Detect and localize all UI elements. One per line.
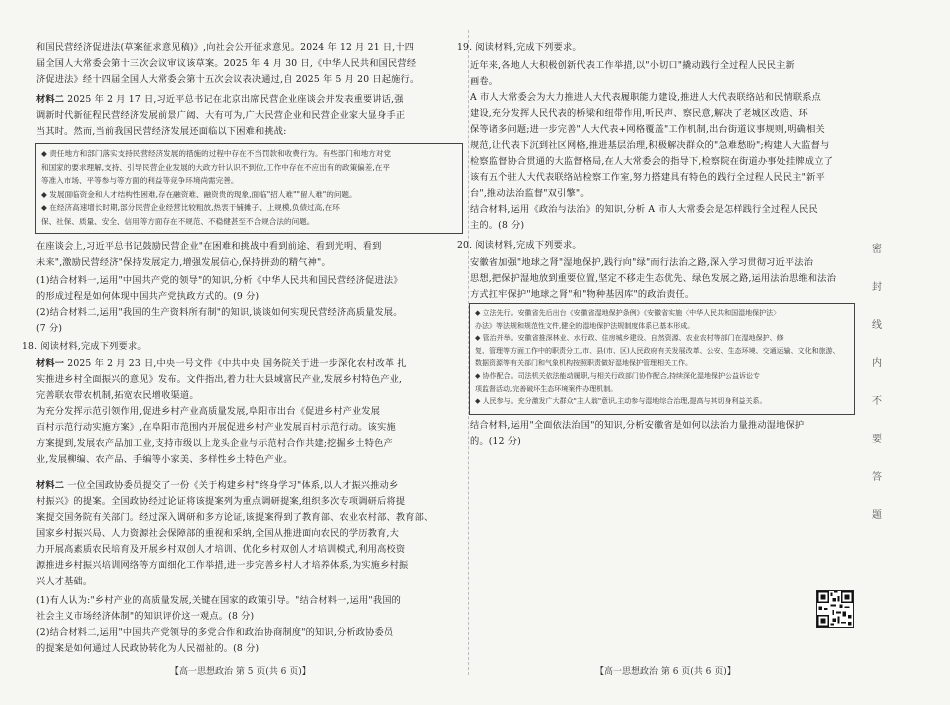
wetland-box: ◆ 立法先行。安徽省先后出台《安徽省湿地保护条例》《安徽省实施〈中华人民共和国湿地保护法〉 办法》等法规和规范性文件,健全的湿地保护法规制度体系已基本形成。 ◆ 管治并举。安徽省推深林业、水行政、住房城乡建设、自然资源、农业农村等部门在湿地保护、修 复、管理等方面工作中的职责分工,市、县(市、区)人民政府有关发展改革、公安、生态环境、交通运输、文化和旅游、 数据资源等有关部门和气象机构按照职责做好湿地保护管理相关工作。 ◆ 协作配合。司法机关依法能动履职,与相关行政部门协作配合,持续深化湿地保护公益诉讼专 项监督活动,完善破坏生态环境案件办理机制。 ◆ 人民参与。充分激发广大群众"主人翁"意识,主动参与湿地综合治理,提高与其切身利益关系。 (469, 303, 855, 415)
page-5-footer: 【高一思想政治 第 5 页(共 6 页)】 (170, 667, 311, 677)
material-2-label: 材料二 (36, 94, 65, 105)
intro-text: 和国民营经济促进法(草案征求意见稿)》,向社会公开征求意见。2024 年 12 月 21 日,十四 届全国人大常委会第十三次会议审议该草案。2025 年 4 月 30 日,《中华人民共和国民营经 济促进法》经十四届全国人大常委会第十五次会议表决通过,自 2025 年 5 月 20 日起施行。 (36, 42, 420, 85)
q20-material: 安徽省加强"地球之肾"湿地保护,践行向"绿"而行法治之路,深入学习贯彻习近平法治 思想,把保护湿地放到重要位置,坚定不移走生态优先、绿色发展之路,运用法治思维和法治 方式扛牢保护"地球之肾"和"物种基因库"的政治责任。 (470, 257, 837, 300)
page-6-footer: 【高一思想政治 第 6 页(共 6 页)】 (595, 667, 736, 677)
q18-heading: 18. 阅读材料,完成下列要求。 (22, 341, 147, 352)
q18-material-2: 材料二 一位全国政协委员提交了一份《关于构建乡村"终身学习"体系,以人才振兴推动乡 村振兴》的提案。全国政协经过论证将该提案列为重点调研提案,组织多次专项调研后将提 案提交国务院有关部门。经过深入调研和多方论证,该提案得到了教育部、农业农村部、教育部、 国家乡村振兴局、人力资源社会保障部的重视和采纳,全国从推进面向农民的学历教育,大 力开展高素质农民培育及开展乡村双创人才培训、优化乡村双创人才培训模式,利用高校资 源推进乡村振兴培训网络等方面细化工作举措,进一步完善乡村人才培养体系,为实施乡村振 兴人才基础。 (36, 480, 434, 587)
challenges-box: ◆ 责任地方和部门落实支持民营经济发展的措施的过程中存在不当罚款和收费行为。有些部门和地方对党 和国家的要求理解,支持、引导民营企业发展的大政方针认识不到位,工作中存在不应出有的政策偏差,在平 等准入市场、平等参与等方面的利益等竞争环境尚需完善。 ◆ 发展面临资金和人才结构性困难,存在融资难、融资贵的现象,面临"招人难""留人难"的问题。 ◆ 在经济高速增长时期,部分民营企业经营比较粗放,热衷于铺摊子、上规模,负债过高,在环 保、社保、质量、安全、信用等方面存在不规范、不稳健甚至不合规合法的问题。 (35, 143, 463, 234)
q18-subquestions: (1)有人认为:"乡村产业的高质量发展,关键在国家的政策引导。"结合材料一,运用"我国的 社会主义市场经济体制"的知识评价这一观点。(8 分) (2)结合材料二,运用"中国共产党领导的多党合作和政治协商制度"的知识,分析政协委员 的提案是如何通过人民政协转化为人民福祉的。(8 分) (36, 595, 401, 654)
material-2-text: 材料二 2025 年 2 月 17 日,习近平总书记在北京出席民营企业座谈会并发表重要讲话,强 调新时代新征程民营经济发展前景广阔、大有可为,广大民营企业和民营企业家大显身手正 当其时。然而,当前我国民营经济发展还面临以下困难和挑战: (36, 94, 406, 137)
q18-material-1: 材料一 2025 年 2 月 23 日,中央一号文件《中共中央 国务院关于进一步深化农村改革 扎 实推进乡村全面振兴的意见》发布。文件指出,着力壮大县域富民产业,发展乡村特色产业, 完善联农带农机制,拓宽农民增收渠道。 为充分发挥示范引领作用,促进乡村产业高质量发展,阜阳市出台《促进乡村产业发展 百村示范行动实施方案》,在阜阳市范围内开展促进乡村产业发展百村示范行动。该实施 方案提到,发展农产品加工业,支持市级以上龙头企业与示范村合作共建;挖掘乡土特色产 业,发展柳编、农产品、手编等小家美、多样性乡土特色产业。 (36, 358, 407, 465)
symposium-text: 在座谈会上,习近平总书记鼓励民营企业"在困难和挑战中看到前途、看到光明、看到 未来",激励民营经济"保持发展定力,增强发展信心,保持拼劲的精气神"。 (36, 241, 382, 268)
q18-material-2-label: 材料二 (36, 480, 65, 491)
q19-material: 近年来,各地人大积极创新代表工作举措,以"小切口"撬动践行全过程人民民主新 画卷。 A 市人大常委会为大力推进人大代表履职能力建设,推进人大代表联络站和民情联系点 建设,充分发挥人民代表的桥梁和纽带作用,听民声、察民意,解决了老城区改造、环 保等诸多问题;进一步完善"人大代表+网格覆盖"工作机制,出台街道议事规则,明确相关 规范,让代表下沉到社区网格,推进基层治理,积极解决群众的"急难愁盼";构建人大监督与 检察监督协合贯通的大监督格局,在人大常委会的指导下,检察院在街道办事处挂牌成立了 该有五个驻人大代表联络站检察工作室,努力搭建具有特色的践行全过程人民民主"新平 台",推动法治监督"双引擎"。 结合材料,运用《政治与法治》的知识,分析 A 市人大常委会是怎样践行全过程人民民 主的。(8 分) (470, 60, 833, 231)
q18-material-1-label: 材料一 (36, 358, 65, 369)
q20-heading: 20. 阅读材料,完成下列要求。 (457, 240, 582, 251)
q20-question: 结合材料,运用"全面依法治国"的知识,分析安徽省是如何以法治力量推动湿地保护 的。(12 分) (470, 420, 805, 447)
q19-heading: 19. 阅读材料,完成下列要求。 (457, 42, 582, 53)
binding-seal-text: 密 封 线 内 不 要 答 题 (872, 244, 882, 521)
q17-subquestions: (1)结合材料一,运用"中国共产党的领导"的知识,分析《中华人民共和国民营经济促进法》 的形成过程是如何体现中国共产党执政方式的。(9 分) (2)结合材料二,运用"我国的生产资料所有制"的知识,谈谈如何实现民营经济高质量发展。 (7 分) (36, 275, 403, 334)
qr-code-icon (816, 590, 854, 628)
